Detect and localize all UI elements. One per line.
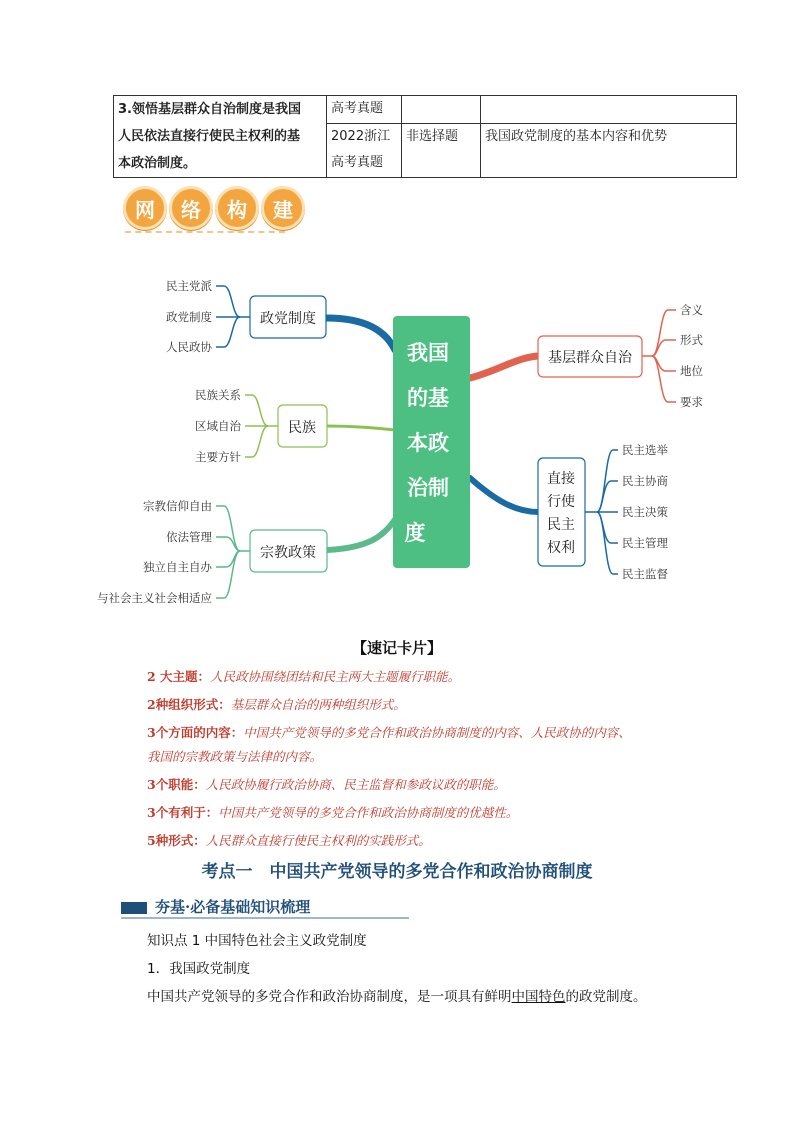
card-line	[147, 747, 707, 765]
branch-label: 政党制度	[260, 311, 316, 327]
card-line	[147, 667, 707, 685]
branch-item: 民主协商	[622, 474, 668, 488]
card-line-text: 中国共产党领导的多党合作和政治协商制度的优越性。	[218, 805, 519, 820]
branch-label-line: 行使	[547, 494, 575, 510]
branch-item: 民主决策	[622, 505, 668, 519]
table-cell: 非选择题	[402, 123, 481, 177]
card-title: 【速记卡片】	[351, 639, 442, 657]
branch-item: 与社会主义社会相适应	[97, 591, 212, 605]
card-line-head: 5种形式：	[147, 833, 206, 848]
card-line	[147, 723, 707, 741]
branch-label-line: 民主	[547, 517, 575, 533]
branch-label: 基层群众自治	[548, 350, 632, 366]
table-left-line: 本政治制度。	[118, 156, 197, 171]
section-banner	[123, 186, 307, 232]
table-cell: 我国政党制度的基本内容和优势	[481, 123, 737, 177]
banner-char: 络	[169, 186, 213, 230]
section-subbar	[121, 896, 409, 920]
card-line	[147, 831, 707, 849]
branch-label-line: 权利	[547, 540, 575, 556]
center-line: 治制	[407, 476, 449, 500]
card-line-head: 2 大主题：	[147, 669, 211, 684]
subbar-underline	[121, 917, 409, 919]
branch-item: 独立自主自办	[143, 560, 212, 574]
center-line: 度	[404, 521, 426, 545]
card-line-head: 2种组织形式：	[147, 697, 231, 712]
table-left-line: 3.领悟基层群众自治制度是我国	[118, 102, 301, 117]
branch-item: 民族关系	[195, 388, 241, 402]
branch-item: 政党制度	[166, 310, 212, 324]
branch-item: 要求	[680, 395, 703, 409]
card-line-head: 3个方面的内容：	[147, 725, 244, 740]
branch-item: 民主党派	[166, 279, 212, 293]
center-line: 本政	[407, 431, 449, 455]
branch-label: 宗教政策	[260, 545, 316, 561]
table-cell: 高考真题	[327, 96, 402, 124]
top-table	[113, 95, 737, 178]
table-cell	[481, 96, 737, 124]
para-text: 的政党制度。	[565, 989, 647, 1005]
card-line-head: 3个有利于：	[147, 805, 219, 820]
table-left-line: 人民依法直接行使民主权利的基	[118, 129, 301, 144]
center-line: 我国	[407, 341, 449, 365]
card-line-text: 人民政协围绕团结和民主两大主题履行职能。	[210, 669, 461, 684]
body-paragraph	[147, 985, 647, 1005]
branch-item: 区域自治	[195, 419, 241, 433]
para-text: 中国共产党领导的多党合作和政治协商制度，是一项具有鲜明	[147, 989, 512, 1005]
branch-item: 人民政协	[166, 340, 212, 354]
mind-map	[0, 250, 794, 620]
branch-item: 民主管理	[622, 536, 668, 550]
card-line	[147, 775, 707, 793]
branch-item: 含义	[680, 303, 703, 317]
card-line-head: 3个职能：	[147, 777, 206, 792]
card-line-text: 我国的宗教政策与法律的内容。	[147, 749, 323, 764]
subbar-text: 夯基·必备基础知识梳理	[155, 898, 311, 916]
subbar-block	[121, 902, 147, 914]
card-line-text: 基层群众自治的两种组织形式。	[230, 697, 406, 712]
card-line-text: 人民群众直接行使民主权利的实践形式。	[205, 833, 431, 848]
table-left-cell	[114, 96, 327, 178]
table-cell-line: 高考真题	[331, 155, 384, 171]
knowledge-point-title: 知识点 1 中国特色社会主义政党制度	[147, 933, 367, 949]
card-line	[147, 695, 707, 713]
branch-label: 民族	[288, 420, 316, 436]
card-line-text: 人民政协履行政治协商、民主监督和参政议政的职能。	[205, 777, 506, 792]
banner-char: 网	[123, 186, 167, 230]
section-title: 考点一 中国共产党领导的多党合作和政治协商制度	[201, 862, 593, 882]
banner-char: 构	[215, 186, 259, 230]
branch-label-line: 直接	[547, 471, 575, 487]
center-line: 的基	[407, 386, 449, 410]
branch-item: 主要方针	[195, 450, 241, 464]
card-line	[147, 803, 707, 821]
item-heading: 1．我国政党制度	[147, 961, 251, 977]
banner-char: 建	[261, 186, 305, 230]
card-line-text: 中国共产党领导的多党合作和政治协商制度的内容、人民政协的内容、	[243, 725, 631, 740]
branch-item: 宗教信仰自由	[143, 499, 212, 513]
branch-item: 依法管理	[166, 530, 212, 544]
branch-item: 地位	[680, 364, 703, 378]
branch-item: 民主监督	[622, 567, 668, 581]
branch-item: 形式	[680, 333, 703, 347]
table-cell	[402, 96, 481, 124]
table-cell	[327, 123, 402, 177]
table-cell-line: 2022浙江	[331, 129, 391, 145]
branch-item: 民主选举	[622, 443, 668, 457]
para-underlined: 中国特色	[511, 989, 566, 1005]
banner-underline	[125, 231, 285, 233]
